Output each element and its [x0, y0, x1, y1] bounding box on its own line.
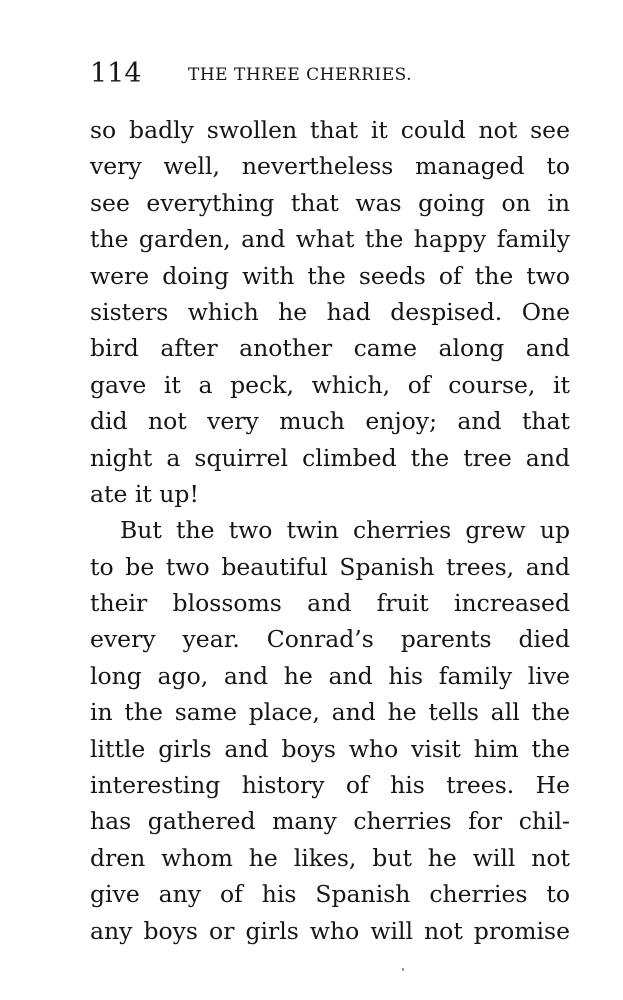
text-line: night a squirrel climbed the tree and — [90, 443, 570, 472]
text-line: to be two beautiful Spanish trees, and — [90, 552, 570, 581]
text-line: interesting history of his trees. He — [90, 771, 570, 800]
running-head — [90, 56, 570, 92]
text-line: ate it up! — [90, 479, 199, 508]
text-line: little girls and boys who visit him the — [90, 734, 570, 763]
text-line: the garden, and what the happy family — [90, 225, 570, 254]
running-title: THE THREE CHERRIES. — [188, 65, 413, 85]
text-line: has gathered many cherries for chil- — [90, 807, 570, 836]
text-line: every year. Conrad’s parents died — [90, 625, 570, 654]
text-line: see everything that was going on in — [90, 188, 570, 217]
text-line: were doing with the seeds of the two — [90, 261, 570, 290]
text-line: so badly swollen that it could not see — [90, 116, 570, 144]
ink-speck — [402, 968, 404, 971]
text-line: bird after another came along and — [90, 334, 570, 363]
paragraph-1 — [90, 112, 570, 512]
text-line: any boys or girls who will not promise — [90, 916, 570, 945]
text-line: their blossoms and fruit increased — [90, 589, 570, 618]
text-line: But the two twin cherries grew up — [120, 516, 570, 545]
text-line: did not very much enjoy; and that — [90, 407, 570, 436]
text-line: in the same place, and he tells all the — [90, 698, 570, 727]
paragraph-2 — [90, 512, 570, 949]
text-line: sisters which he had despised. One — [90, 297, 570, 326]
text-line: very well, nevertheless managed to — [90, 152, 570, 181]
body-text — [90, 112, 570, 949]
page-number: 114 — [90, 58, 142, 89]
text-line: long ago, and he and his family live — [90, 661, 570, 690]
text-line: give any of his Spanish cherries to — [90, 880, 570, 909]
text-line: dren whom he likes, but he will not — [90, 843, 570, 872]
text-line: gave it a peck, which, of course, it — [90, 370, 570, 399]
